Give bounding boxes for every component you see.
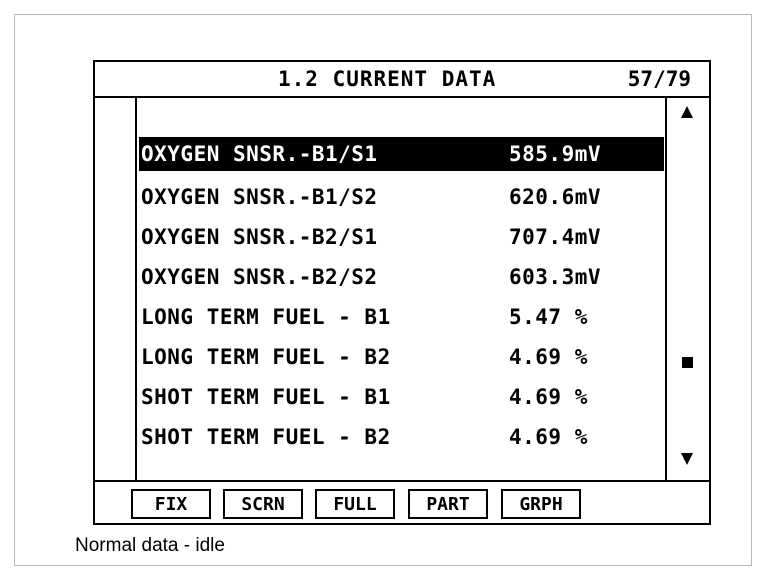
row-value: 603.3mV <box>509 265 602 289</box>
row-value: 4.69 % <box>509 385 588 409</box>
screen-title: 1.2 CURRENT DATA <box>278 67 497 91</box>
fix-button[interactable]: FIX <box>131 489 211 519</box>
row-name: SHOT TERM FUEL - B1 <box>141 385 391 409</box>
scrollbar[interactable] <box>665 98 709 480</box>
row-name: SHOT TERM FUEL - B2 <box>141 425 391 449</box>
screen-header <box>95 62 709 98</box>
row-name: OXYGEN SNSR.-B2/S1 <box>141 225 378 249</box>
data-row[interactable] <box>139 137 664 171</box>
row-value: 707.4mV <box>509 225 602 249</box>
row-name: LONG TERM FUEL - B2 <box>141 345 391 369</box>
row-name: OXYGEN SNSR.-B2/S2 <box>141 265 378 289</box>
data-row[interactable] <box>139 377 664 417</box>
row-name: OXYGEN SNSR.-B1/S1 <box>141 142 378 166</box>
part-button[interactable]: PART <box>408 489 488 519</box>
left-gutter <box>95 98 137 480</box>
full-button[interactable]: FULL <box>315 489 395 519</box>
row-value: 620.6mV <box>509 185 602 209</box>
row-value: 585.9mV <box>509 142 602 166</box>
row-value: 5.47 % <box>509 305 588 329</box>
row-name: LONG TERM FUEL - B1 <box>141 305 391 329</box>
scan-tool-screen <box>93 60 711 525</box>
scrn-button[interactable]: SCRN <box>223 489 303 519</box>
row-value: 4.69 % <box>509 345 588 369</box>
data-row[interactable] <box>139 177 664 217</box>
data-list <box>139 137 664 457</box>
row-value: 4.69 % <box>509 425 588 449</box>
data-row[interactable] <box>139 257 664 297</box>
data-row[interactable] <box>139 217 664 257</box>
data-row[interactable] <box>139 337 664 377</box>
arrow-up-icon[interactable] <box>681 106 693 118</box>
row-name: OXYGEN SNSR.-B1/S2 <box>141 185 378 209</box>
page-indicator: 57/79 <box>627 67 691 91</box>
scroll-thumb-icon[interactable] <box>682 357 693 368</box>
arrow-down-icon[interactable] <box>681 453 693 465</box>
data-row[interactable] <box>139 417 664 457</box>
figure-caption: Normal data - idle <box>75 535 225 556</box>
figure-frame <box>14 14 752 566</box>
function-key-bar <box>95 480 709 523</box>
grph-button[interactable]: GRPH <box>501 489 581 519</box>
data-row[interactable] <box>139 297 664 337</box>
